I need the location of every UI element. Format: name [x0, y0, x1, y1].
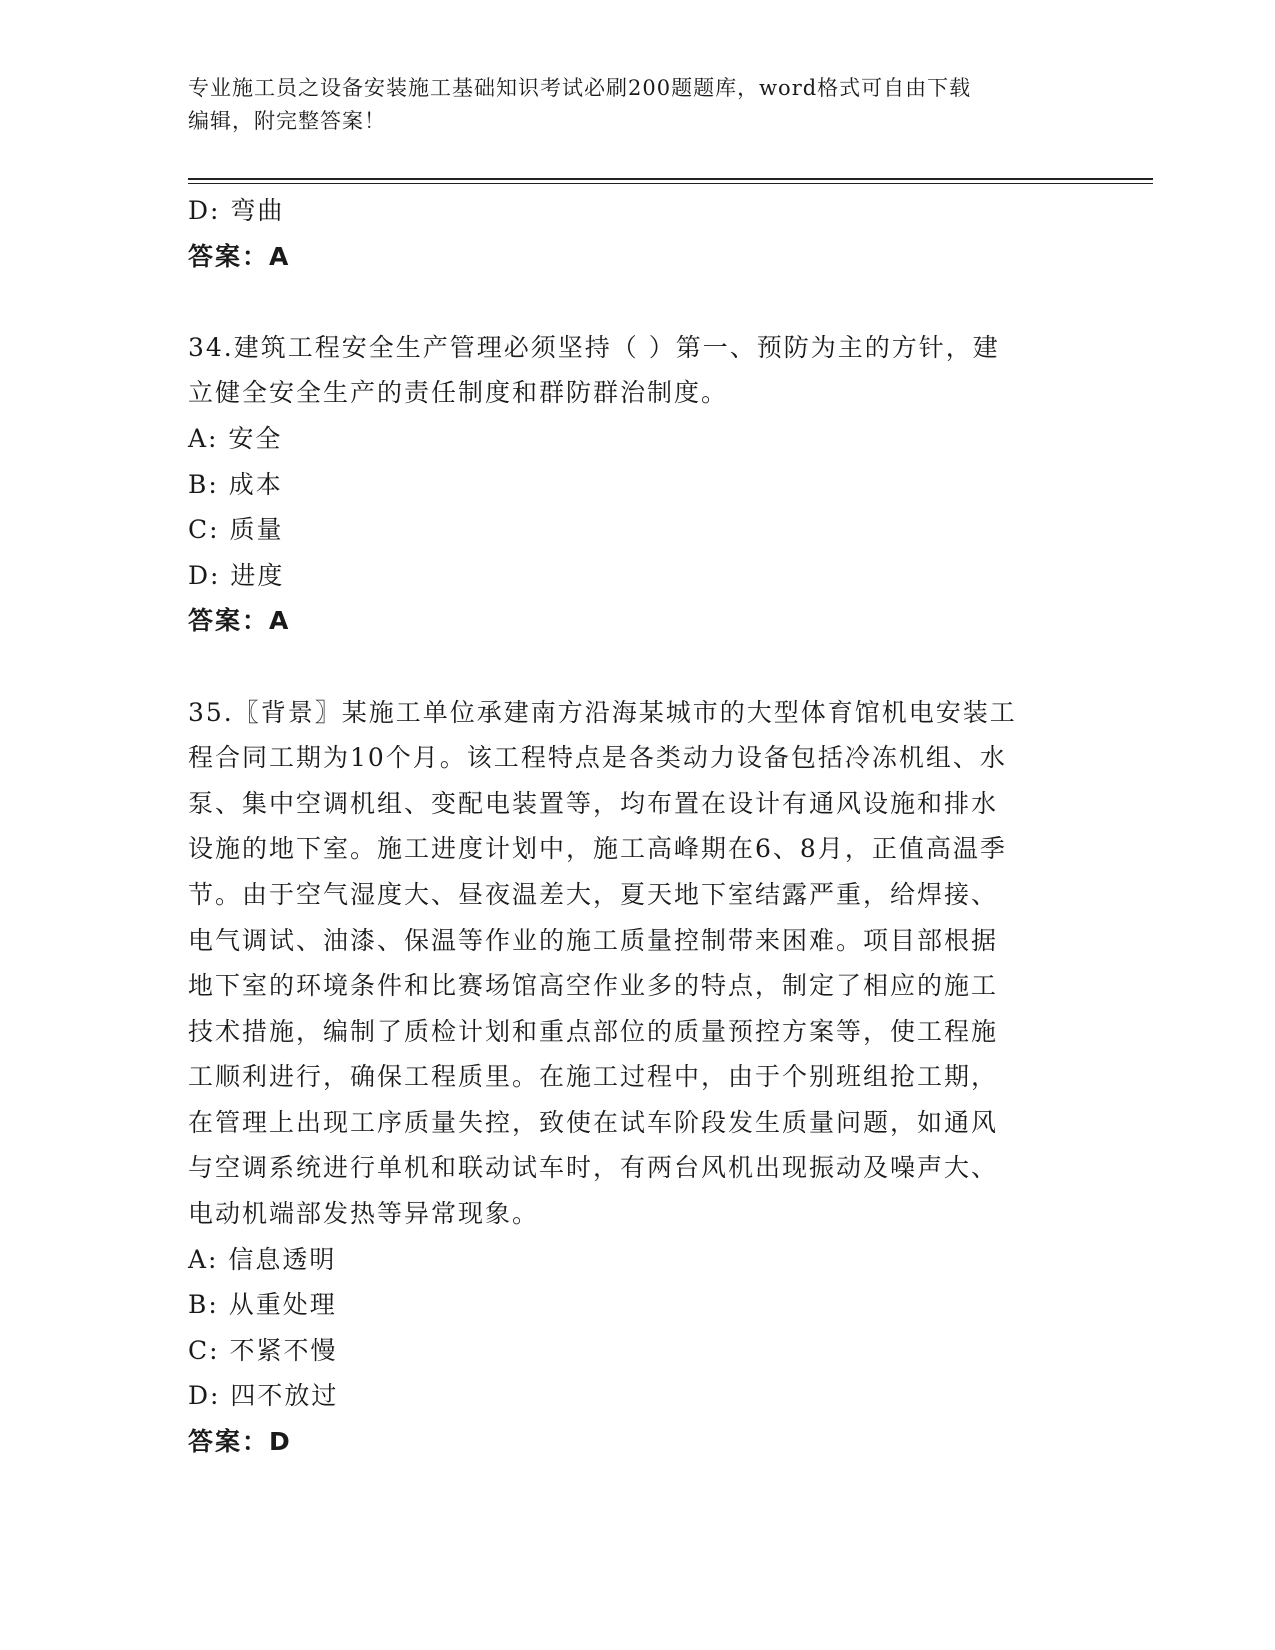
spacer	[188, 279, 1068, 325]
header-line-1: 专业施工员之设备安装施工基础知识考试必刷200题题库，word格式可自由下载	[188, 76, 972, 100]
question-35-text-line: 泵、集中空调机组、变配电装置等，均布置在设计有通风设施和排水	[188, 788, 999, 818]
question-34-option-b: B: 成本	[188, 469, 283, 499]
header-divider-thin	[188, 183, 1153, 184]
page-header	[188, 72, 1068, 138]
question-35-text-line: 与空调系统进行单机和联动试车时，有两台风机出现振动及噪声大、	[188, 1153, 999, 1183]
question-35-text-line: 技术措施，编制了质检计划和重点部位的质量预控方案等，使工程施	[188, 1016, 999, 1046]
question-35-text-line: 程合同工期为10个月。该工程特点是各类动力设备包括冷冻机组、水	[188, 743, 1007, 773]
question-34-option-c: C: 质量	[188, 515, 284, 545]
question-34-option-a: A: 安全	[188, 423, 283, 453]
question-35-text-line: 在管理上出现工序质量失控，致使在试车阶段发生质量问题，如通风	[188, 1107, 999, 1137]
question-35-text-line: 节。由于空气湿度大、昼夜温差大，夏天地下室结露严重，给焊接、	[188, 879, 999, 909]
spacer	[188, 644, 1068, 690]
question-34-option-d: D: 进度	[188, 560, 285, 590]
question-34-text-line-1: 34.建筑工程安全生产管理必须坚持（ ）第一、预防为主的方针，建	[188, 332, 1000, 362]
question-35-text-line: 电动机端部发热等异常现象。	[188, 1199, 540, 1229]
question-35-option-d: D: 四不放过	[188, 1381, 339, 1411]
header-line-2: 编辑，附完整答案！	[188, 109, 386, 133]
question-34-answer: 答案：A	[188, 606, 291, 636]
prev-option-d: D: 弯曲	[188, 196, 285, 225]
question-35-text-line: 工顺利进行，确保工程质里。在施工过程中，由于个别班组抢工期，	[188, 1062, 999, 1092]
prev-answer: 答案：A	[188, 241, 291, 271]
question-35-option-b: B: 从重处理	[188, 1290, 337, 1320]
header-divider-thick	[188, 178, 1153, 180]
question-35-text-line: 35.〖背景〗某施工单位承建南方沿海某城市的大型体育馆机电安装工	[188, 697, 1017, 727]
question-35-option-a: A: 信息透明	[188, 1244, 337, 1274]
question-35-answer: 答案：D	[188, 1427, 292, 1457]
question-35-text-line: 电气调试、油漆、保温等作业的施工质量控制带来困难。项目部根据	[188, 925, 999, 955]
question-35-text-line: 地下室的环境条件和比赛场馆高空作业多的特点，制定了相应的施工	[188, 971, 999, 1001]
question-34	[188, 325, 1068, 644]
question-35	[188, 690, 1068, 1465]
question-content	[188, 188, 1068, 1465]
question-34-text-line-2: 立健全安全生产的责任制度和群防群治制度。	[188, 378, 729, 408]
question-35-text-line: 设施的地下室。施工进度计划中，施工高峰期在6、8月，正值高温季	[188, 834, 1007, 864]
question-35-option-c: C: 不紧不慢	[188, 1335, 338, 1365]
